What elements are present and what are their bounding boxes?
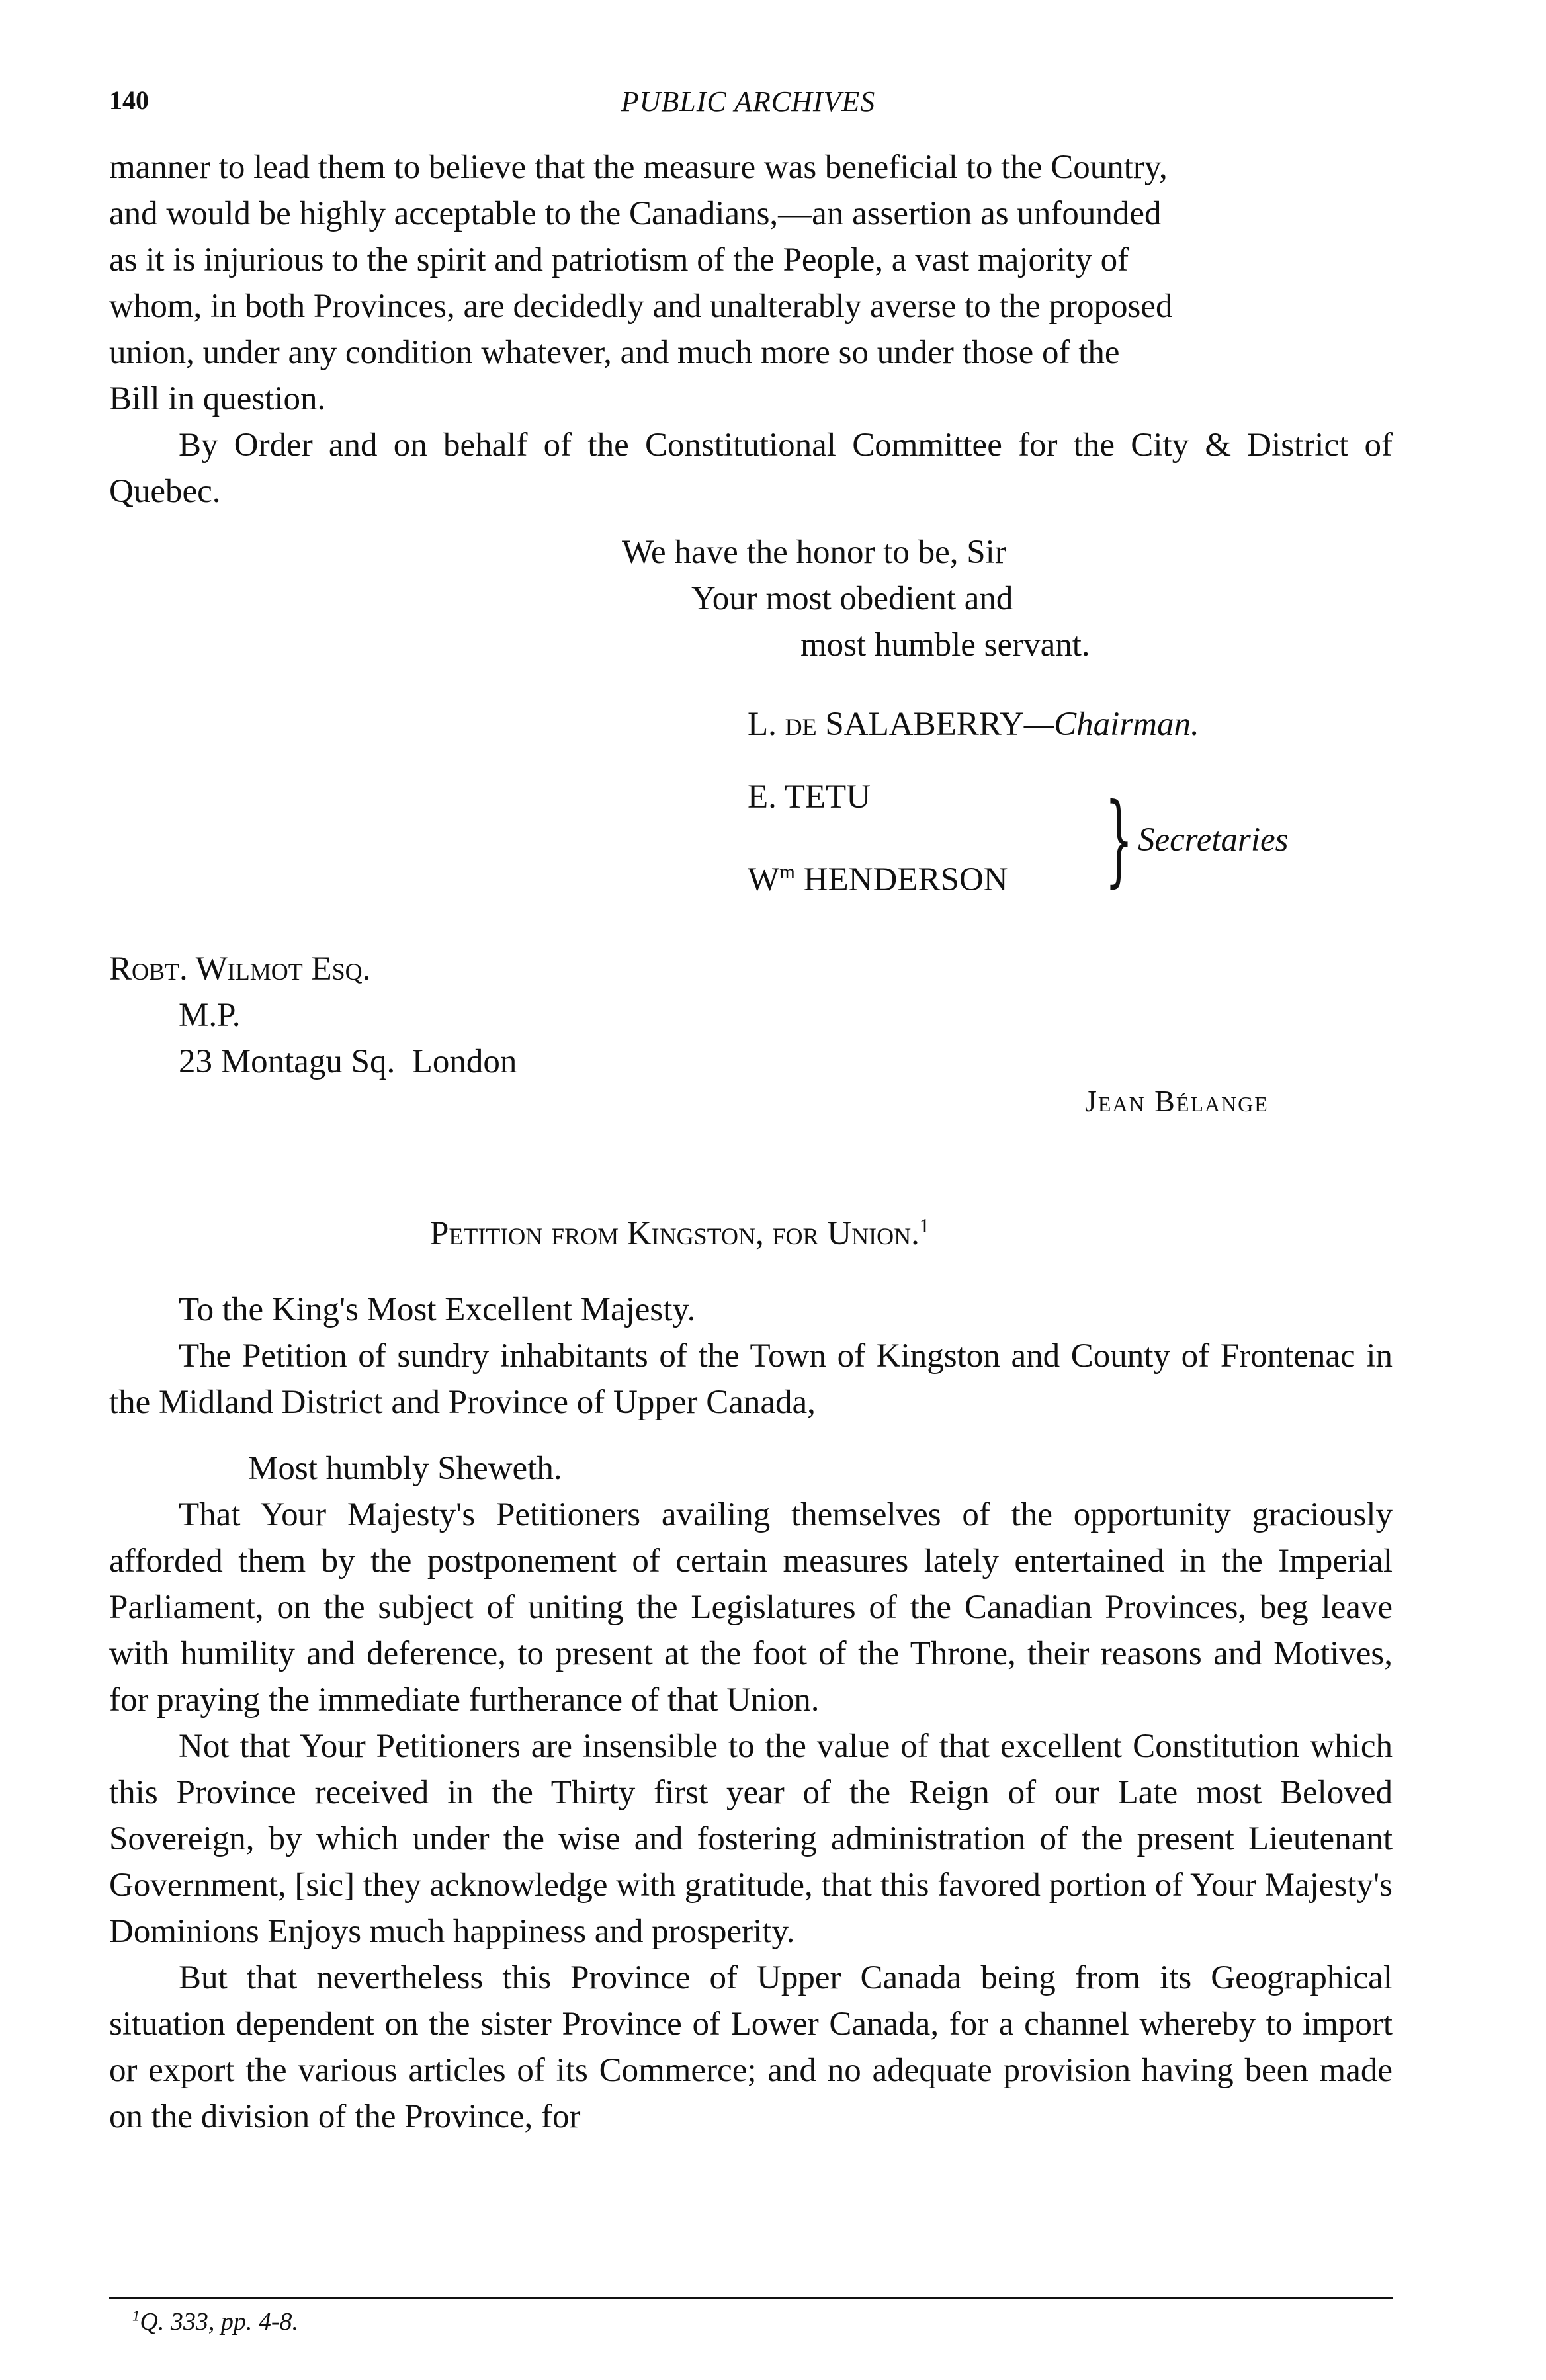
petition-paragraph-3: But that nevertheless this Province of Upper Canada being from its Geographical situation dependent on the sister Province of Lower Canada, for a channel whereby to import or export the various articles of its Commerce; and no adequate provision having been made on the division of the Province, for (109, 1959, 1393, 2135)
chairman-signature (748, 701, 1199, 747)
petition-salutation: To the King's Most Excellent Majesty. (179, 1291, 696, 1328)
chairman-name: L. de SALABERRY (748, 706, 1024, 743)
petition-sheweth: Most humbly Sheweth. (248, 1450, 562, 1487)
chairman-title: —Chairman. (1023, 706, 1199, 743)
text-line: whom, in both Provinces, are decidedly and unalterably averse to the proposed (109, 288, 1173, 325)
secretary-2 (748, 857, 1008, 903)
footnote-text: Q. 333, pp. 4-8. (140, 2308, 299, 2336)
footnote-marker: 1 (132, 2307, 140, 2324)
petition-paragraph-1: That Your Majesty's Petitioners availing themselves of the opportunity graciously afforded them by the postponement of certain measures lately entertained in the Imperial Parliament, on the subject of uniting the Legislatures of the Canadian Provinces, beg leave with humility and deference, to present at the foot of the Throne, their reasons and Motives, for praying the immediate furtherance of that Union. (109, 1496, 1393, 1719)
footnote (132, 2307, 298, 2336)
text-line: manner to lead them to believe that the measure was beneficial to the Country, (109, 149, 1168, 186)
footnote-ref: 1 (919, 1214, 930, 1237)
page-header (109, 85, 1387, 124)
text-line: union, under any condition whatever, and much more so under those of the (109, 334, 1120, 371)
petition-title-text: Petition from Kingston, for Union. (430, 1215, 920, 1252)
closing-line-1: We have the honor to be, Sir (622, 534, 1006, 571)
addressee-line-2: M.P. (179, 997, 241, 1034)
secretary-1: E. TETU (748, 779, 871, 816)
secretaries-brace-icon: } (1105, 783, 1133, 898)
text-line: as it is injurious to the spirit and patriotism of the People, a vast majority of (109, 241, 1129, 278)
petition-body (109, 1287, 1393, 2140)
closing-line-2: Your most obedient and (691, 580, 1013, 617)
closing-line-3: most humble servant. (800, 626, 1090, 663)
petition-paragraph-2: Not that Your Petitioners are insensible to the value of that excellent Constitution which this Province received in the Thirty first year of the Reign of our Late most Beloved Sovereign, by which under the wise and fostering administration of the present Lieutenant Government, [sic] they acknowledge with gratitude, that this favored portion of Your Majesty's Dominions Enjoys much happiness and prosperity. (109, 1728, 1393, 1950)
extra-signature: Jean Bélange (1085, 1084, 1269, 1118)
secretaries-label: Secretaries (1138, 822, 1289, 859)
petition-title (430, 1211, 929, 1257)
text-line: and would be highly acceptable to the Canadians,—an assertion as unfounded (109, 195, 1162, 232)
petition-intro: The Petition of sundry inhabitants of the Town of Kingston and County of Frontenac in the Midland District and Province of Upper Canada, (109, 1338, 1393, 1421)
addressee-line-1: Robt. Wilmot Esq. (109, 951, 371, 988)
secretary-2-name: HENDERSON (794, 861, 1008, 898)
page-number: 140 (109, 85, 149, 115)
addressee-line-3: 23 Montagu Sq. London (179, 1043, 517, 1080)
letter-body (109, 144, 1393, 515)
secretary-2-sup: m (779, 861, 795, 883)
running-head: PUBLIC ARCHIVES (621, 85, 876, 118)
secretary-2-prefix: W (748, 861, 780, 898)
by-order-paragraph: By Order and on behalf of the Constitutional Committee for the City & District of Quebec. (109, 427, 1393, 510)
text-line: Bill in question. (109, 380, 326, 417)
footnote-divider (109, 2297, 1393, 2299)
